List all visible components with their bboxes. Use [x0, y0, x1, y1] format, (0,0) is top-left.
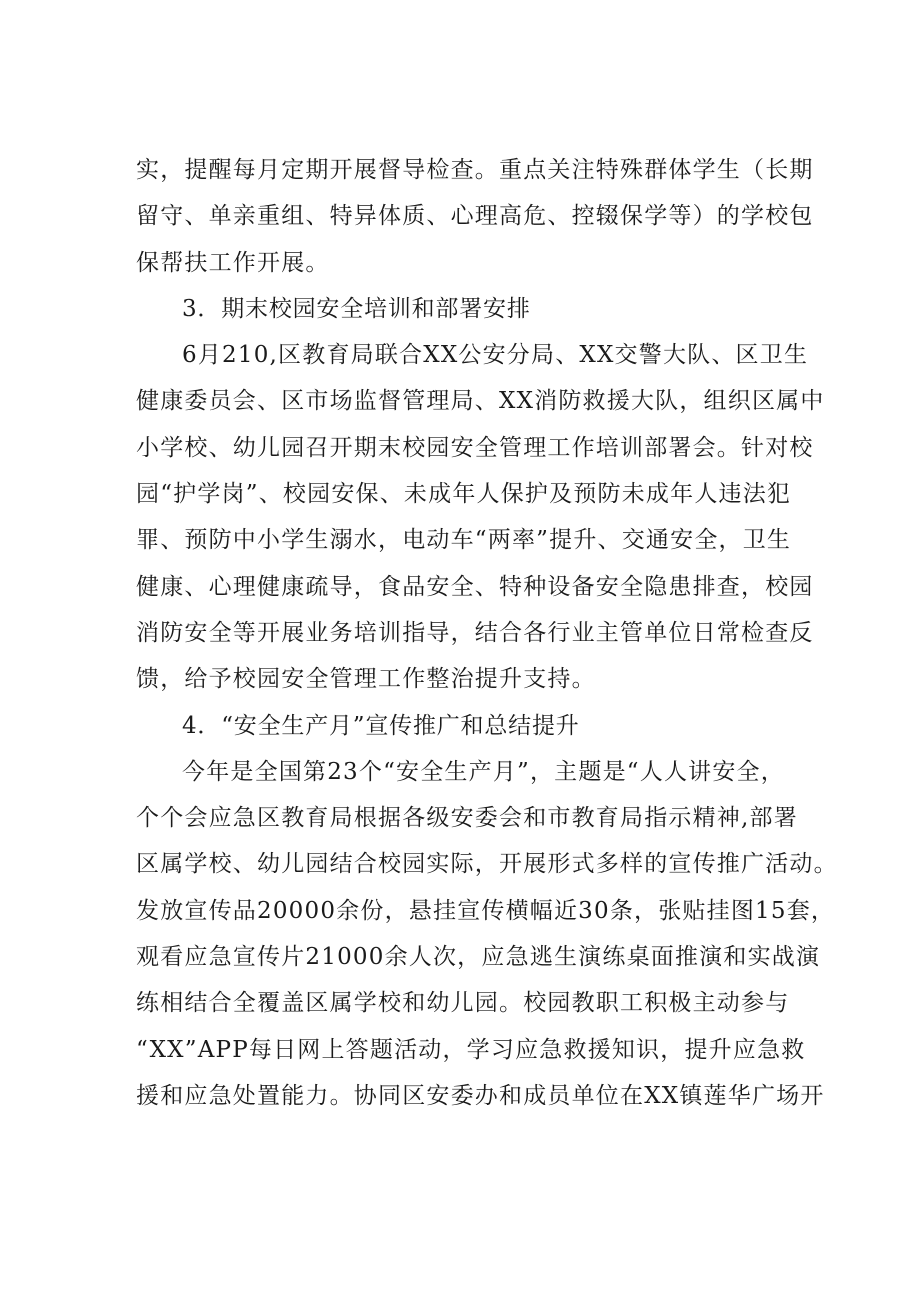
text-line-10: 健康、心理健康疏导，食品安全、特种设备安全隐患排查，校园	[136, 573, 814, 600]
section-heading-4: 4．“安全生产月”宣传推广和总结提升	[182, 712, 580, 739]
text-line-6: 健康委员会、区市场监督管理局、XX消防救援大队，组织区属中	[136, 388, 825, 415]
section-heading-3: 3．期末校园安全培训和部署安排	[182, 295, 531, 322]
text-line-20: “XX”APP每日网上答题活动，学习应急救援知识，提升应急救	[136, 1036, 806, 1063]
text-line-12: 馈，给予校园安全管理工作整治提升支持。	[136, 666, 596, 693]
text-line-2: 留守、单亲重组、特异体质、心理高危、控辍保学等）的学校包	[136, 203, 814, 230]
text-line-3: 保帮扶工作开展。	[136, 249, 330, 276]
text-line-14: 今年是全国第23个“安全生产月”，主题是“人人讲安全，	[182, 758, 785, 785]
text-line-21: 援和应急处置能力。协同区安委办和成员单位在XX镇莲华广场开	[136, 1082, 825, 1109]
document-body	[136, 147, 838, 1119]
text-line-8: 园“护学岗”、校园安保、未成年人保护及预防未成年人违法犯	[136, 481, 792, 508]
text-line-17: 发放宣传品20000余份，悬挂宣传横幅近30条，张贴挂图15套，	[136, 897, 836, 924]
text-line-1: 实，提醒每月定期开展督导检查。重点关注特殊群体学生（长期	[136, 157, 814, 183]
text-line-9: 罪、预防中小学生溺水，电动车“两率”提升、交通安全，卫生	[136, 527, 792, 554]
text-line-15: 个个会应急区教育局根据各级安委会和市教育局指示精神,部署	[136, 805, 798, 832]
text-line-5: 6月210,区教育局联合XX公安分局、XX交警大队、区卫生	[182, 342, 809, 369]
text-line-19: 练相结合全覆盖区属学校和幼儿园。校园教职工积极主动参与	[136, 990, 790, 1017]
text-line-7: 小学校、幼儿园召开期末校园安全管理工作培训部署会。针对校	[136, 434, 814, 461]
text-line-18: 观看应急宣传片21000余人次，应急逃生演练桌面推演和实战演	[136, 944, 821, 971]
text-line-11: 消防安全等开展业务培训指导，结合各行业主管单位日常检查反	[136, 619, 814, 646]
text-line-16: 区属学校、幼儿园结合校园实际，开展形式多样的宣传推广活动。	[136, 851, 838, 878]
